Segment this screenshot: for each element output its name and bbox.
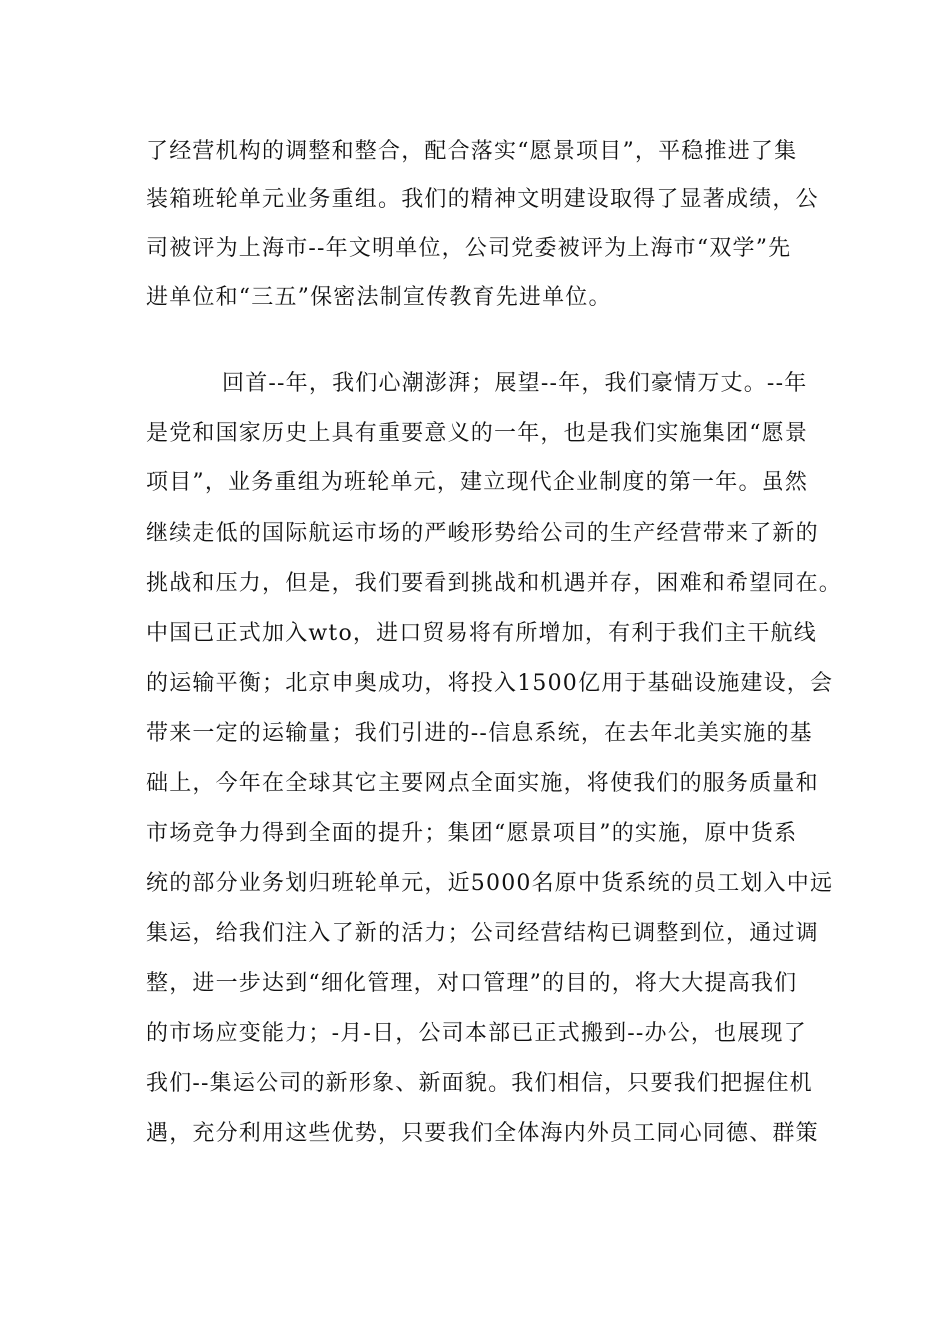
paragraph-line: 遇，充分利用这些优势，只要我们全体海内外员工同心同德、群策 <box>146 1121 819 1146</box>
paragraph-line: 统的部分业务划归班轮单元，近5000名原中货系统的员工划入中远 <box>146 871 834 896</box>
paragraph-line: 市场竞争力得到全面的提升；集团“愿景项目”的实施，原中货系 <box>146 821 798 846</box>
paragraph-line: 了经营机构的调整和整合，配合落实“愿景项目”，平稳推进了集 <box>146 139 798 164</box>
paragraph-line: 继续走低的国际航运市场的严峻形势给公司的生产经营带来了新的 <box>146 521 819 546</box>
paragraph-line: 回首--年，我们心潮澎湃；展望--年，我们豪情万丈。--年 <box>222 371 808 396</box>
paragraph-line: 挑战和压力，但是，我们要看到挑战和机遇并存，困难和希望同在。 <box>146 571 843 596</box>
paragraph-line: 项目”，业务重组为班轮单元，建立现代企业制度的第一年。虽然 <box>146 470 809 495</box>
paragraph-line: 我们--集运公司的新形象、新面貌。我们相信，只要我们把握住机 <box>146 1071 813 1096</box>
paragraph-line: 整，进一步达到“细化管理，对口管理”的目的，将大大提高我们 <box>146 971 798 996</box>
paragraph-line: 集运，给我们注入了新的活力；公司经营结构已调整到位，通过调 <box>146 921 819 946</box>
paragraph-line: 础上，今年在全球其它主要网点全面实施，将使我们的服务质量和 <box>146 771 819 796</box>
paragraph-line: 中国已正式加入wto，进口贸易将有所增加，有利于我们主干航线 <box>146 621 817 646</box>
paragraph-line: 的运输平衡；北京申奥成功，将投入1500亿用于基础设施建设，会 <box>146 671 834 696</box>
paragraph-line: 是党和国家历史上具有重要意义的一年，也是我们实施集团“愿景 <box>146 421 809 446</box>
paragraph-line: 装箱班轮单元业务重组。我们的精神文明建设取得了显著成绩，公 <box>146 187 819 212</box>
paragraph-line: 进单位和“三五”保密法制宣传教育先进单位。 <box>146 285 612 310</box>
paragraph-line: 司被评为上海市--年文明单位，公司党委被评为上海市“双学”先 <box>146 236 792 261</box>
paragraph-line: 的市场应变能力；-月-日，公司本部已正式搬到--办公，也展现了 <box>146 1021 807 1046</box>
paragraph-line: 带来一定的运输量；我们引进的--信息系统，在去年北美实施的基 <box>146 721 813 746</box>
